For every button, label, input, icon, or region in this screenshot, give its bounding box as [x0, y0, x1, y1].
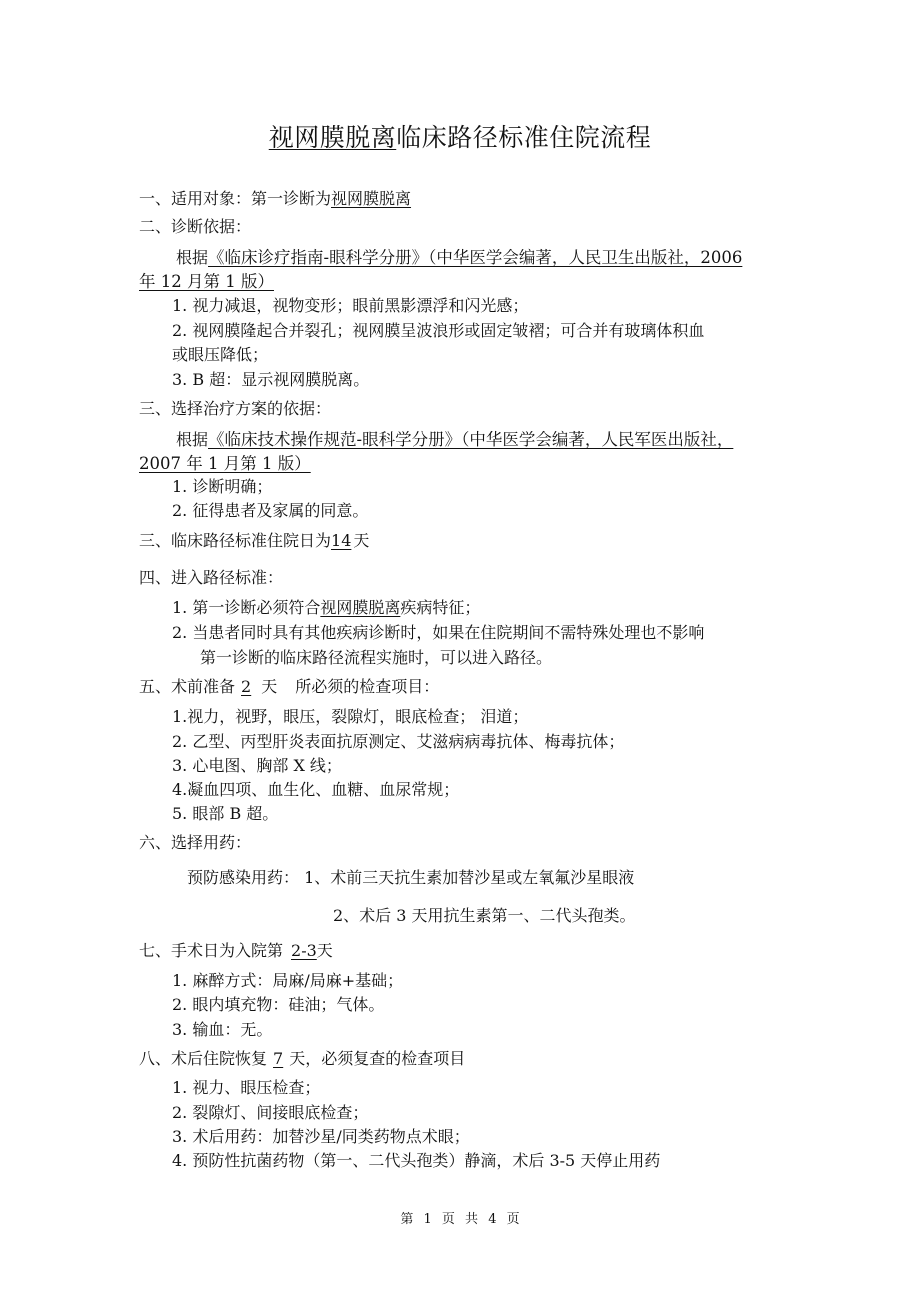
title-rest: 临床路径标准住院流程: [396, 123, 652, 152]
section-stay-days: [139, 528, 369, 551]
section-3-ref-line1: 《临床技术操作规范-眼科学分册》（中华医学会编著，人民军医出版社，: [208, 430, 734, 449]
list-item: 1. 诊断明确；: [172, 477, 273, 496]
list-item: 1. 视力减退，视物变形；眼前黑影漂浮和闪光感；: [172, 296, 529, 315]
list-item: 1. 麻醉方式：局麻/局麻+基础；: [172, 971, 404, 990]
section-2-ref-lead: 根据: [176, 248, 209, 267]
list-item: 1. 视力、眼压检查；: [172, 1078, 321, 1097]
section-2-ref-line2: 年 12 月第 1 版）: [139, 272, 274, 291]
list-item: 5. 眼部 B 超。: [172, 804, 279, 823]
list-item: 或眼压降低；: [172, 345, 269, 364]
list-item-cont: 第一诊断的临床路径流程实施时，可以进入路径。: [200, 648, 553, 667]
item-suffix: 疾病特征；: [400, 598, 481, 617]
section-3-ref-lead: 根据: [176, 430, 209, 449]
item-prefix: 1. 第一诊断必须符合: [172, 598, 321, 617]
section-5-label: 五、术前准备: [139, 677, 236, 696]
stay-days-value: 14: [331, 531, 352, 550]
list-item: 4.凝血四项、血生化、血糖、血尿常规；: [172, 780, 460, 799]
section-5-heading: [139, 674, 439, 697]
list-item: 1.视力，视野，眼压，裂隙灯，眼底检查； 泪道；: [172, 707, 529, 726]
section-3-reference: [176, 426, 733, 450]
list-item: 2. 乙型、丙型肝炎表面抗原测定、艾滋病病毒抗体、梅毒抗体；: [172, 732, 625, 751]
list-item: 2. 裂隙灯、间接眼底检查；: [172, 1103, 369, 1122]
section-8-heading: [139, 1046, 465, 1069]
list-item: 2. 征得患者及家属的同意。: [172, 501, 369, 520]
section-1-value: 视网膜脱离: [331, 189, 412, 208]
section-4-heading: 四、进入路径标准：: [139, 568, 284, 587]
list-item: 3. 输血：无。: [172, 1020, 273, 1039]
section-3-reference-cont: [139, 450, 311, 474]
section-3-heading: 三、选择治疗方案的依据：: [139, 399, 332, 418]
section-2-heading: 二、诊断依据：: [139, 217, 252, 236]
section-5-value: 2: [241, 677, 252, 696]
section-3-ref-line2: 2007 年 1 月第 1 版）: [139, 454, 311, 473]
stay-days-label: 三、临床路径标准住院日为: [139, 531, 332, 550]
section-5-rest: 所必须的检查项目：: [295, 677, 440, 696]
section-6-heading: 六、选择用药：: [139, 833, 252, 852]
item-disease: 视网膜脱离: [320, 598, 401, 617]
page-title: [0, 118, 920, 154]
list-item: 2. 视网膜隆起合并裂孔；视网膜呈波浪形或固定皱褶；可合并有玻璃体积血: [172, 321, 705, 340]
list-item: 2. 眼内填充物：硅油；气体。: [172, 995, 385, 1014]
section-7-heading: [139, 938, 333, 961]
section-8-rest: 天，必须复查的检查项目: [289, 1049, 466, 1068]
section-2-reference: [176, 244, 742, 268]
list-item: 3. 心电图、胸部 X 线；: [172, 756, 342, 775]
section-1-heading: [139, 186, 411, 209]
section-2-reference-cont: [139, 268, 274, 292]
medication-line-2: 2、术后 3 天用抗生素第一、二代头孢类。: [333, 906, 636, 925]
section-8-value: 7: [273, 1049, 284, 1068]
page-footer: 第 1 页 共 4 页: [400, 1212, 520, 1227]
list-item: 2. 当患者同时具有其他疾病诊断时，如果在住院期间不需特殊处理也不影响: [172, 623, 705, 642]
medication-line-1: 预防感染用药： 1、术前三天抗生素加替沙星或左氧氟沙星眼液: [187, 868, 635, 887]
section-1-label: 一、适用对象：第一诊断为: [139, 189, 332, 208]
title-disease: 视网膜脱离: [268, 123, 397, 152]
list-item: [172, 595, 480, 618]
list-item: 3. B 超：显示视网膜脱离。: [172, 370, 370, 389]
section-2-ref-line1: 《临床诊疗指南-眼科学分册》（中华医学会编著，人民卫生出版社，2006: [208, 248, 743, 267]
section-7-label: 七、手术日为入院第: [139, 941, 284, 960]
section-8-label: 八、术后住院恢复: [139, 1049, 268, 1068]
section-7-unit: 天: [316, 941, 333, 960]
section-5-unit: 天: [261, 677, 278, 696]
list-item: 3. 术后用药：加替沙星/同类药物点术眼；: [172, 1127, 470, 1146]
list-item: 4. 预防性抗菌药物（第一、二代头孢类）静滴，术后 3-5 天停止用药: [172, 1151, 661, 1170]
stay-days-unit: 天: [353, 531, 370, 550]
section-7-value: 2-3: [291, 941, 317, 960]
